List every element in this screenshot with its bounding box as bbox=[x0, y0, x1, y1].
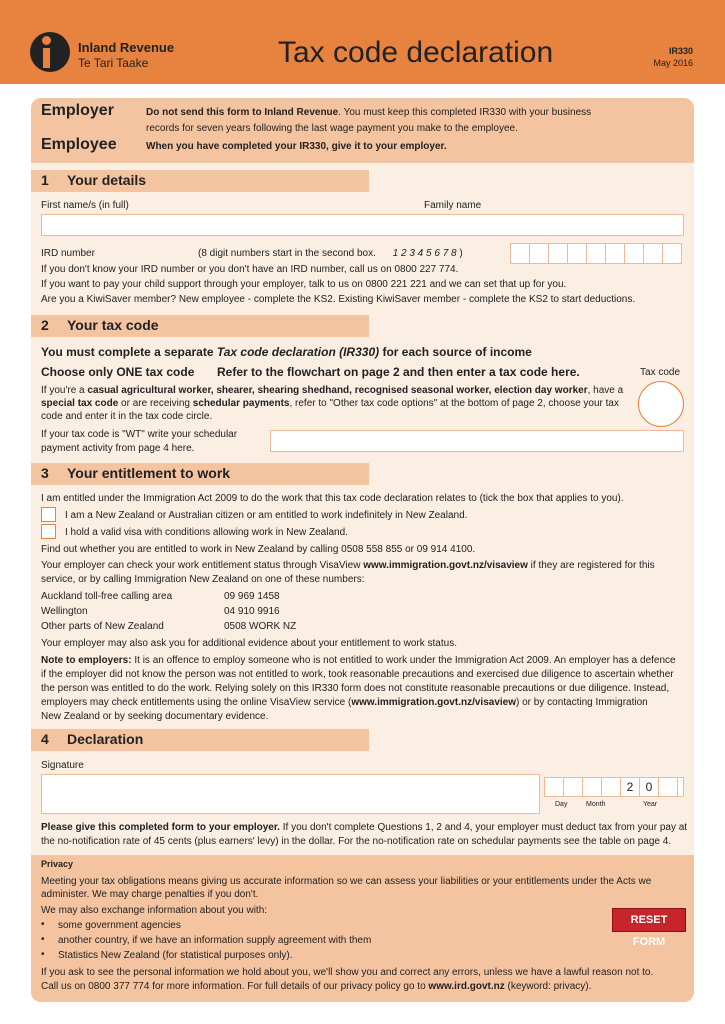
ird-digit-box[interactable] bbox=[548, 243, 568, 264]
employer-note-5: New Zealand or by seeking documentary evidence. bbox=[41, 711, 269, 722]
heading-part-c: for each source of income bbox=[379, 345, 532, 359]
employer-note-2: if the employer did not know the person was not entitled to work, took reasonable precautions and exercised due diligence to ascertain whether bbox=[41, 669, 674, 680]
privacy-bullet: another country, if we have an information supply agreement with them bbox=[58, 935, 372, 946]
p1-b: casual agricultural worker, shearer, shearing shedhand, recognised seasonal worker, election day worker bbox=[87, 385, 588, 396]
first-name-label: First name/s (in full) bbox=[41, 200, 129, 211]
visa-checkbox[interactable] bbox=[41, 524, 56, 539]
phone-number: 09 969 1458 bbox=[224, 591, 280, 602]
privacy-bullet: Statistics New Zealand (for statistical purposes only). bbox=[58, 950, 293, 961]
section-4-number: 4 bbox=[41, 731, 49, 747]
schedular-activity-input[interactable] bbox=[270, 430, 684, 452]
visaview-link-2[interactable]: www.immigration.govt.nz/visaview bbox=[351, 697, 517, 708]
section-2-title: Your tax code bbox=[67, 317, 159, 333]
p1-d: special bbox=[41, 398, 75, 409]
privacy-p3: We may also exchange information about you with: bbox=[41, 905, 268, 916]
p1-g: schedular payments bbox=[192, 398, 290, 409]
ird-help-line: If you don't know your IRD number or you don't have an IRD number, call us on 0800 227 774. bbox=[41, 264, 459, 275]
p1-a: If you're a bbox=[41, 385, 88, 396]
name-input[interactable] bbox=[41, 214, 684, 236]
wt-line-1: If your tax code is "WT" write your schedular bbox=[41, 429, 238, 440]
ird-logo-dot bbox=[42, 36, 51, 45]
ird-digit-box[interactable] bbox=[529, 243, 549, 264]
privacy-bullet: some government agencies bbox=[58, 920, 181, 931]
tax-code-label: Tax code bbox=[640, 367, 681, 378]
find-out-line: Find out whether you are entitled to work in New Zealand by calling 0508 558 855 or 09 914 4100. bbox=[41, 544, 476, 555]
privacy-p5 bbox=[41, 980, 691, 993]
employer-note bbox=[146, 106, 686, 119]
ird-hint bbox=[198, 247, 463, 260]
day-digit-box[interactable] bbox=[563, 777, 583, 797]
privacy-p2: administer. We may charge penalties if you don't. bbox=[41, 889, 259, 900]
note-text-1: It is an offence to employ someone who is not entitled to work under the Immigration Act 2009. An employer has a defence bbox=[131, 655, 676, 666]
employer-note-1 bbox=[41, 654, 686, 667]
ird-logo-bar bbox=[43, 48, 50, 68]
month-digit-box[interactable] bbox=[601, 777, 621, 797]
visaview-link[interactable]: www.immigration.govt.nz/visaview bbox=[363, 560, 528, 571]
tax-code-circle-input[interactable] bbox=[638, 381, 684, 427]
ird-digit-box[interactable] bbox=[624, 243, 644, 264]
citizen-checkbox[interactable] bbox=[41, 507, 56, 522]
refer-flowchart: Refer to the flowchart on page 2 and then enter a tax code here. bbox=[217, 365, 580, 379]
ird-hint-close: ) bbox=[459, 248, 463, 259]
year-digit-box[interactable] bbox=[677, 777, 684, 797]
section-2-number: 2 bbox=[41, 317, 49, 333]
section-1-number: 1 bbox=[41, 172, 49, 188]
bullet-icon: • bbox=[41, 949, 45, 960]
section-1-title: Your details bbox=[67, 172, 147, 188]
heading-part-b: Tax code declaration (IR330) bbox=[216, 345, 380, 359]
ird-digit-box[interactable] bbox=[510, 243, 530, 264]
visaview-line-2: service, or by calling Immigration New Zealand on one of these numbers: bbox=[41, 574, 365, 585]
p1-e: tax code bbox=[77, 398, 119, 409]
month-digit-box[interactable] bbox=[582, 777, 602, 797]
employer-note-text: . You must keep this completed IR330 with your business bbox=[338, 107, 592, 118]
employee-label: Employee bbox=[41, 136, 117, 153]
privacy-title: Privacy bbox=[41, 859, 74, 869]
day-digit-box[interactable] bbox=[544, 777, 564, 797]
form-panel bbox=[31, 98, 694, 1002]
month-label: Month bbox=[586, 801, 606, 808]
note-4c: ) or by contacting Immigration bbox=[516, 697, 648, 708]
entitlement-intro: I am entitled under the Immigration Act 2009 to do the work that this tax code declaration relates to (tick the box that applies to you). bbox=[41, 493, 624, 504]
employer-note-3: the person was entitled to do the work. Relying solely on this IR330 form does not constitute reasonable precautions or due diligence. Instead, bbox=[41, 683, 670, 694]
day-label: Day bbox=[555, 801, 568, 808]
privacy-p1: Meeting your tax obligations means giving us accurate information so we can assess your liabilities or your entitlements under the Acts we bbox=[41, 876, 652, 887]
heading-part-a: You must complete a separate bbox=[41, 345, 217, 359]
kiwisaver-line: Are you a KiwiSaver member? New employee - complete the KS2. Existing KiwiSaver member - complete the KS2 to start deductions. bbox=[41, 294, 636, 305]
phone-area: Wellington bbox=[41, 606, 88, 617]
p1-i: enter it in the tax code circle. bbox=[84, 411, 213, 422]
wt-line-2: payment activity from page 4 here. bbox=[41, 443, 195, 454]
employer-label: Employer bbox=[41, 102, 114, 119]
year-label: Year bbox=[643, 801, 658, 808]
org-maori-name: Te Tari Taake bbox=[78, 56, 149, 70]
bullet-icon: • bbox=[41, 919, 45, 930]
employer-note-line2: records for seven years following the last wage payment you make to the employee. bbox=[146, 123, 518, 134]
special-workers-text bbox=[41, 384, 631, 423]
year-digit-box[interactable] bbox=[658, 777, 678, 797]
ird-hint-text: (8 digit numbers start in the second box. bbox=[198, 248, 376, 259]
choose-one-code: Choose only ONE tax code bbox=[41, 365, 195, 379]
child-support-line: If you want to pay your child support through your employer, talk to us on 0800 221 221 and we can set that up for you. bbox=[41, 279, 567, 290]
bullet-icon: • bbox=[41, 934, 45, 945]
visa-option: I hold a valid visa with conditions allowing work in New Zealand. bbox=[65, 527, 348, 538]
ird-digit-box[interactable] bbox=[643, 243, 663, 264]
ird-digit-box[interactable] bbox=[605, 243, 625, 264]
ird-digit-box[interactable] bbox=[662, 243, 682, 264]
evidence-line: Your employer may also ask you for additional evidence about your entitlement to work status. bbox=[41, 638, 457, 649]
employer-note-bold: Do not send this form to Inland Revenue bbox=[146, 107, 339, 118]
phone-area: Other parts of New Zealand bbox=[41, 621, 164, 632]
ird-website-link[interactable]: www.ird.govt.nz bbox=[428, 981, 505, 992]
give-form-text: If you don't complete Questions 1, 2 and 4, your employer must deduct tax from your pay at bbox=[279, 822, 688, 833]
year-prefix-digit: 2 bbox=[620, 777, 640, 797]
privacy-p5c: (keyword: privacy). bbox=[504, 981, 592, 992]
year-prefix-digit: 0 bbox=[639, 777, 659, 797]
employer-note-4 bbox=[41, 696, 648, 709]
p1-f: or are receiving bbox=[118, 398, 193, 409]
phone-number: 04 910 9916 bbox=[224, 606, 280, 617]
privacy-p5a: Call us on 0800 377 774 for more information. For full details of our privacy policy go to bbox=[41, 981, 429, 992]
privacy-p4: If you ask to see the personal information we hold about you, we'll show you and correct any errors, unless we have a lawful reason not to. bbox=[41, 967, 654, 978]
p1-h: , refer to "Other tax code options" at the bottom of page 2, choose your tax code and bbox=[41, 398, 619, 422]
visaview-line bbox=[41, 559, 681, 572]
give-form-line-1 bbox=[41, 821, 691, 834]
give-form-bold: Please give this completed form to your employer. bbox=[41, 822, 280, 833]
ird-number-label: IRD number bbox=[41, 248, 95, 259]
reset-form-button[interactable]: RESET FORM bbox=[612, 908, 686, 932]
note-4a: employers may check entitlements using the online VisaView service ( bbox=[41, 697, 352, 708]
family-name-label: Family name bbox=[424, 200, 482, 211]
section-4-title: Declaration bbox=[67, 731, 144, 747]
p1-c: , have a bbox=[587, 385, 624, 396]
citizen-option: I am a New Zealand or Australian citizen or am entitled to work indefinitely in New Zealand. bbox=[65, 510, 468, 521]
ird-digit-box[interactable] bbox=[586, 243, 606, 264]
form-date: May 2016 bbox=[653, 58, 693, 68]
section-3-title: Your entitlement to work bbox=[67, 465, 231, 481]
ird-example: 1 2 3 4 5 6 7 8 bbox=[392, 248, 457, 259]
signature-input[interactable] bbox=[41, 774, 540, 814]
phone-area: Auckland toll-free calling area bbox=[41, 591, 173, 602]
section-3-number: 3 bbox=[41, 465, 49, 481]
employee-note: When you have completed your IR330, give it to your employer. bbox=[146, 141, 447, 152]
give-form-line-2: the no-notification rate of 45 cents (plus earners' levy) in the dollar. For the no-notification rate on schedular payments see the table on page 4. bbox=[41, 836, 672, 847]
signature-label: Signature bbox=[41, 760, 84, 771]
page-header bbox=[0, 0, 725, 84]
visa-a: Your employer can check your work entitlement status through VisaView bbox=[41, 560, 364, 571]
note-label: Note to employers: bbox=[41, 655, 132, 666]
org-name: Inland Revenue bbox=[78, 40, 175, 55]
page-title: Tax code declaration bbox=[278, 36, 554, 69]
form-code: IR330 bbox=[668, 46, 693, 56]
phone-number: 0508 WORK NZ bbox=[224, 621, 297, 632]
separate-declaration-heading bbox=[41, 345, 532, 359]
visa-b: if they are registered for this bbox=[527, 560, 655, 571]
ird-digit-box[interactable] bbox=[567, 243, 587, 264]
